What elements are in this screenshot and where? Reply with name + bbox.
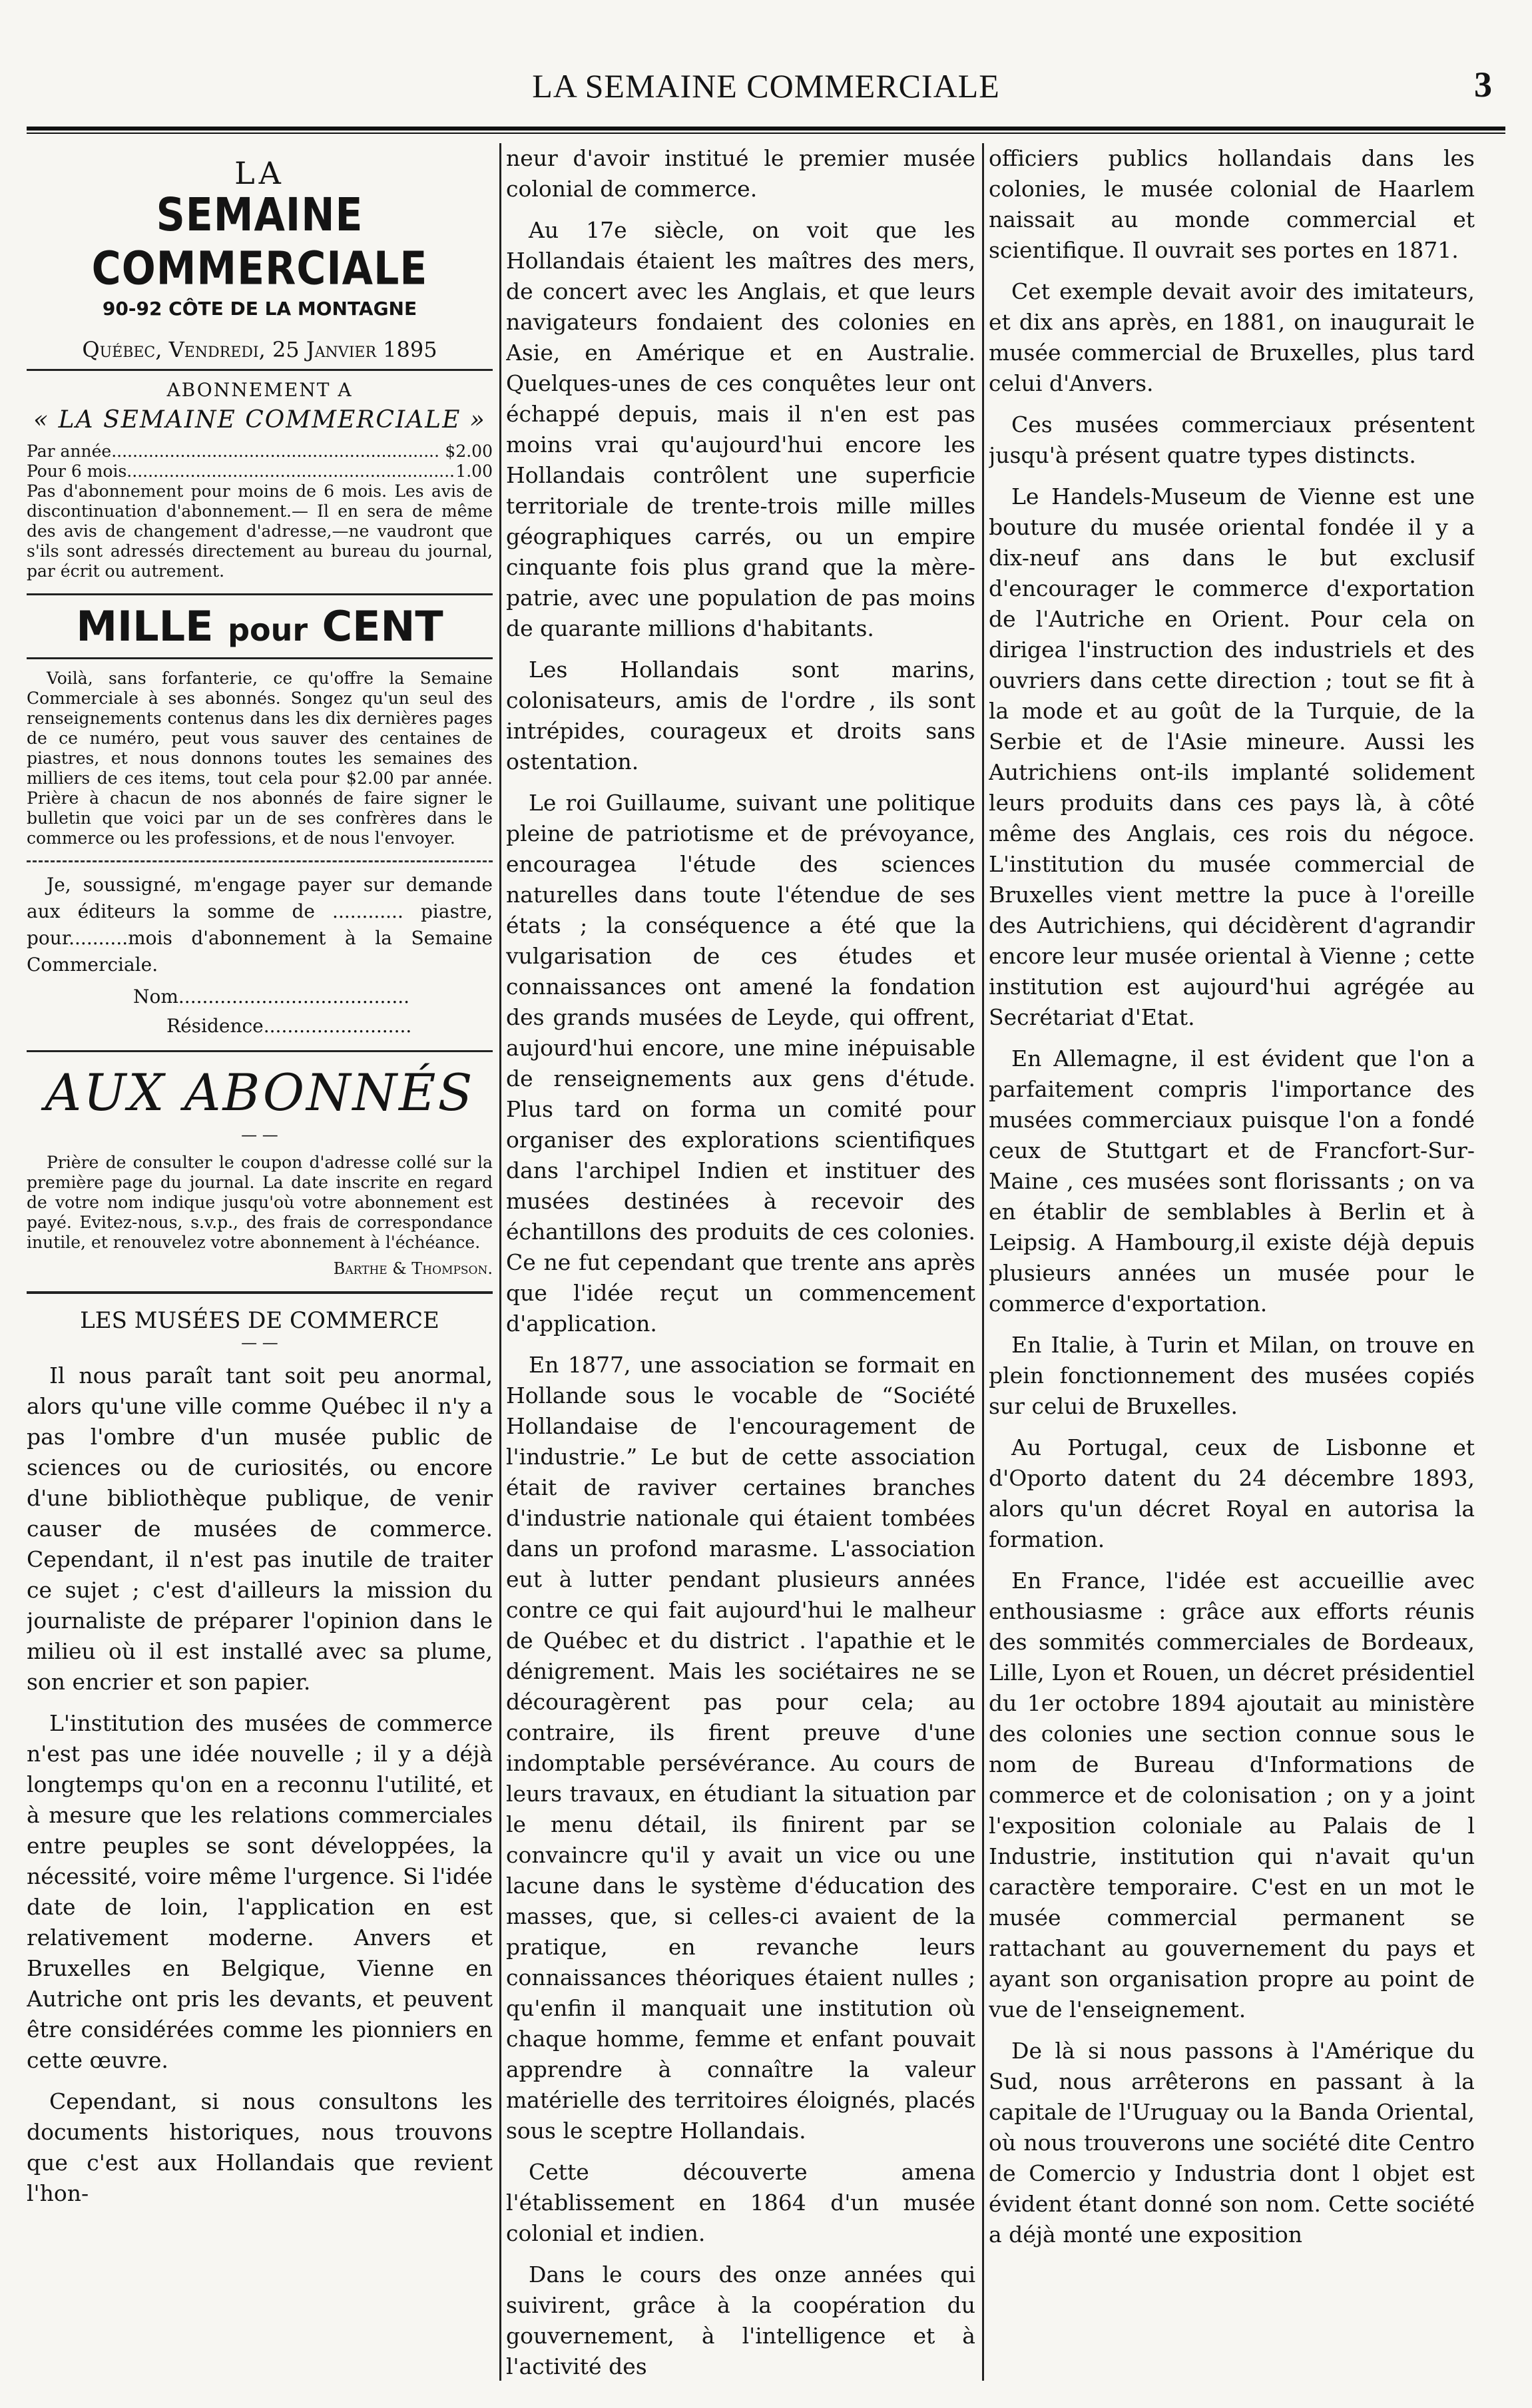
mille-word: MILLE [76,602,214,651]
article-paragraph: Cette découverte amena l'établissement en 1864 d'un musée colonial et indien. [506,2159,975,2246]
price-label: Par année [27,442,112,461]
article-paragraph: Dans le cours des onze années qui suivirent, grâce à la coopération du gouvernement, à l'intelligence et à l'activité des [506,2261,975,2379]
article-paragraph: En Italie, à Turin et Milan, on trouve en plein fonctionnement des musées copiés sur celui de Bruxelles. [989,1332,1475,1419]
coupon-text: Je, soussigné, m'engage payer sur demande aux éditeurs la somme de ............ piastre, pour..........mois d'abonnement à la Semaine Commerciale. [27,874,493,976]
article-paragraph: officiers publics hollandais dans les colonies, le musée colonial de Haarlem naissait au monde commercial et scientifique. Il ouvrait ses portes en 1871. [989,145,1475,263]
article-paragraph: neur d'avoir institué le premier musée colonial de commerce. [506,145,975,202]
masthead-name: SEMAINE COMMERCIALE [91,188,428,296]
column-3 [989,143,1475,2381]
price-value: 1.00 [455,461,493,481]
price-row-year: Par année .............................................................. $2.00 [27,442,493,461]
masthead-address: 90-92 CÔTE DE LA MONTAGNE [102,298,417,320]
page-number: 3 [1474,65,1492,105]
article-paragraph: Il nous paraît tant soit peu anormal, alors qu'une ville comme Québec il n'y a pas l'ombre d'un musée public de sciences ou de curiosités, ou encore d'une bibliothèque publique, de venir causer de musées de commerce. Cependant, il n'est pas inutile de traiter ce sujet ; c'est d'ailleurs la mission du journaliste de préparer l'opinion dans le milieu où il est installé avec sa plume, son encrier et son papier. [27,1362,493,1695]
mille-text: Voilà, sans forfanterie, ce qu'offre la Semaine Commerciale à ses abonnés. Songez qu'un seul des renseignements contenus dans les dix dernières pages de ce numéro, peut vous sauver des centaines de piastres, et nous donnons toutes les semaines des milliers de ces items, tout cela pour $2.00 par année. Prière à chacun de nos abonnés de faire signer le bulletin que voici par un de ses confrères dans le commerce ou les professions, et de nous l'envoyer. [27,669,493,848]
divider [27,1050,493,1052]
header-rule-thin [27,133,1505,134]
article-paragraph: De là si nous passons à l'Amérique du Sud, nous arrêterons en passant à la capitale de l'Uruguay ou la Banda Oriental, où nous trouverons une société dite Centro de Comercio y Industria dont l objet est évident étant donné son nom. Cette société a déjà monté une exposition [989,2038,1475,2248]
pour-word: pour [228,612,308,648]
coupon-name-line: Nom....................................... [133,986,410,1008]
page-header [0,0,1532,133]
column-1 [27,143,493,2381]
article-paragraph: Les Hollandais sont marins, colonisateurs, amis de l'ordre , ils sont intrépides, courageux et droits sans ostentation. [506,657,975,774]
price-label: Pour 6 mois [27,461,127,481]
masthead [27,155,493,371]
issue-date: Québec, Vendredi, 25 Janvier 1895 [27,337,493,371]
article-paragraph: Le roi Guillaume, suivant une politique pleine de patriotisme et de prévoyance, encouragea l'étude des sciences naturelles dans toute l'étendue de ses états ; la conséquence a été que la vulgarisation de ces études et connaissances ont amené la fondation des grands musées de Leyde, qui offrent, aujourd'hui encore, une mine inépuisable de renseignements aux gens d'étude. Plus tard on forma un comité pour organiser des explorations scientifiques dans l'archipel Indien et instituer des musées destinées à recevoir des échantillons des produits de ces colonies. Ce ne fut cependant que trente ans après que l'idée reçut un commencement d'application. [506,790,975,1337]
subscription-note: Pas d'abonnement pour moins de 6 mois. Les avis de discontinuation d'abonnement.— Il en sera de même des avis de changement d'adresse,—ne vaudront que s'ils sont adressés directement au bureau du journal, par écrit ou autrement. [27,481,493,581]
article-title: LES MUSÉES DE COMMERCE [27,1291,493,1334]
article-paragraph: Au Portugal, ceux de Lisbonne et d'Oporto datent du 24 décembre 1893, alors qu'un décret Royal en autorisa la formation. [989,1434,1475,1552]
article-paragraph: Cet exemple devait avoir des imitateurs, et dix ans après, en 1881, on inaugurait le musée commercial de Bruxelles, plus tard celui d'Anvers. [989,278,1475,396]
coupon-cut-line [27,860,493,862]
header-rule [27,127,1505,131]
article-paragraph: Ces musées commerciaux présentent jusqu'à présent quatre types distincts. [989,412,1475,468]
article-paragraph: En France, l'idée est accueillie avec enthousiasme : grâce aux efforts réunis des sommités commerciales de Bordeaux, Lille, Lyon et Rouen, un décret présidentiel du 1er octobre 1894 ajoutait au ministère des colonies une section connue sous le nom de Bureau d'Informations de commerce et de colonisation ; on y a joint l'exposition coloniale au Palais de l Industrie, institution qui n'avait qu'un caractère temporaire. C'est en un mot le musée commercial permanent se rattachant au gouvernement du pays et ayant son organisation propre au point de vue de l'enseignement. [989,1568,1475,2022]
running-title: LA SEMAINE COMMERCIALE [532,67,1000,105]
aux-abonnes-text: Prière de consulter le coupon d'adresse collé sur la première page du journal. La date inscrite en regard de votre nom indique jusqu'où votre abonnement est payé. Evitez-nous, s.v.p., des frais de correspondance inutile, et renouvelez votre abonnement à l'échéance. [27,1153,493,1252]
article-paragraph: L'institution des musées de commerce n'est pas une idée nouvelle ; il y a déjà longtemps qu'on en a reconnu l'utilité, et à mesure que les relations commerciales entre peuples se sont développées, la nécessité, voire même l'urgence. Si l'idée date de loin, l'application en est relativement moderne. Anvers et Bruxelles en Belgique, Vienne en Autriche ont pris les devants, et peuvent être considérées comme les pionniers en cette œuvre. [27,1710,493,2073]
dash-ornament: — — [241,1333,278,1352]
article-paragraph: Le Handels-Museum de Vienne est une bouture du musée oriental fondée il y a dix-neuf ans dans le but exclusif d'encourager le commerce d'exportation de l'Autriche en Orient. Pour cela on dirigea l'instruction des industriels et des ouvriers dans cette direction ; tout se fit à la mode et au goût de la Turquie, de la Serbie et de l'Asie mineure. Aussi les Autrichiens ont-ils implanté solidement leurs produits dans ces pays là, à côté même des Anglais, ces rois du négoce. L'institution du musée commercial de Bruxelles vient mettre la puce à l'oreille des Autrichiens, qui décidèrent d'agrandir encore leur musée oriental à Vienne ; cette institution est aujourd'hui agrégée au Secrétariat d'Etat. [989,483,1475,1030]
column-divider [499,143,501,2381]
column-2 [506,143,975,2381]
price-value: $2.00 [445,442,493,461]
dash-ornament: — — [241,1125,278,1144]
aux-abonnes-heading: AUX ABONNÉS [45,1063,475,1122]
subscription-heading: ABONNEMENT A [166,379,353,401]
coupon-residence-line: Résidence......................... [166,1015,412,1037]
publisher-signature: Barthe & Thompson. [333,1259,493,1278]
cent-word: CENT [322,602,443,651]
masthead-la: LA [234,155,285,191]
price-row-6-months: Pour 6 mois .............................................................. 1.00 [27,461,493,481]
article-paragraph: En 1877, une association se formait en Hollande sous le vocable de “Société Hollandaise de l'encouragement de l'industrie.” Le but de cette association était de raviver certaines branches d'industrie nationale qui étaient tombées dans un profond marasme. L'association eut à lutter pendant plusieurs années contre ce qui fait aujourd'hui le malheur de Québec et du district . l'apathie et le dénigrement. Mais les sociétaires ne se découragèrent pas pour cela; au contraire, ils firent preuve d'une indomptable persévérance. Au cours de leurs travaux, en étudiant la situation par le menu détail, ils finirent par se convaincre qu'il y avait un vice ou une lacune dans le système d'éducation des masses, que, si celles-ci avaient de la pratique, en revanche leurs connaissances théoriques étaient nulles ; qu'enfin il manquait une institution où chaque homme, femme et enfant pouvait apprendre à connaître la valeur matérielle des territoires éloignés, placés sous le sceptre Hollandais. [506,1352,975,2144]
subscription-coupon [27,872,493,1040]
article-paragraph: Au 17e siècle, on voit que les Hollandais étaient les maîtres des mers, de concert avec les Anglais, et que leurs navigateurs fondaient des colonies en Asie, en Amérique et en Australie. Quelques-unes de ces conquêtes leur ont échappé depuis, mais il n'en est pas moins vrai qu'aujourd'hui encore les Hollandais contrôlent une superficie territoriale de trente-trois mille milles géographiques carrés, ou un empire cinquante fois plus grand que la mère-patrie, avec une population de pas moins de quarante millions d'habitants. [506,217,975,641]
mille-pour-cent-banner [27,593,493,659]
subscription-paper-name: « LA SEMAINE COMMERCIALE » [33,406,486,434]
column-divider [982,143,984,2381]
article-paragraph: Cependant, si nous consultons les documents historiques, nous trouvons que c'est aux Hollandais que revient l'hon- [27,2088,493,2206]
article-paragraph: En Allemagne, il est évident que l'on a parfaitement compris l'importance des musées commerciaux puisque l'on a fondé ceux de Stuttgart et de Francfort-Sur-Maine , ces musées sont florissants ; on va en établir de semblables à Berlin et à Leipsig. A Hambourg,il existe déjà depuis plusieurs années un musée pour le commerce d'exportation. [989,1046,1475,1317]
